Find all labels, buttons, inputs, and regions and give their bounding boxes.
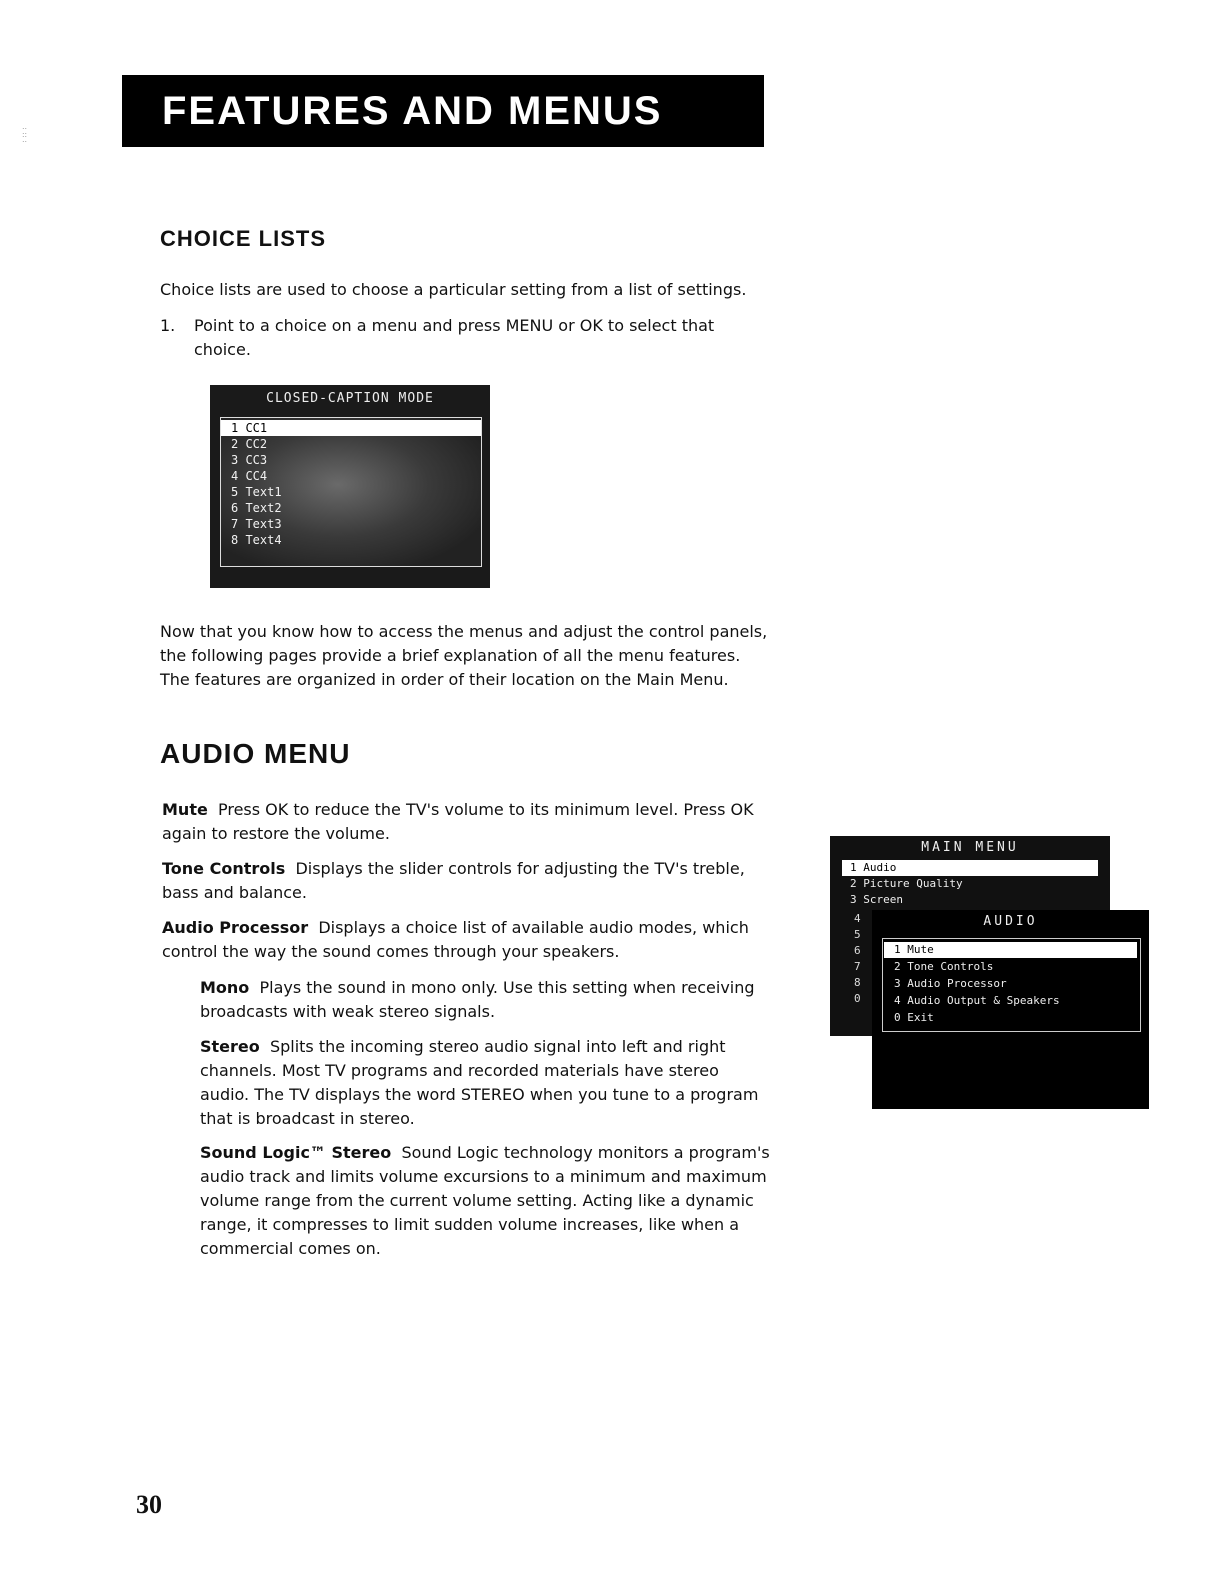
sound-logic-term: Sound Logic™ Stereo	[200, 1143, 392, 1162]
cc-item[interactable]: 7 Text3	[231, 517, 282, 531]
processor-term: Audio Processor	[162, 918, 309, 937]
sound-logic-description	[200, 1141, 770, 1261]
main-menu-number: 4	[854, 912, 861, 925]
stereo-description	[200, 1035, 760, 1131]
cc-item[interactable]: 4 CC4	[231, 469, 268, 483]
choice-lists-heading: CHOICE LISTS	[160, 226, 327, 251]
main-menu-number: 7	[854, 960, 861, 973]
page-number: 30	[136, 1490, 162, 1519]
main-menu-item[interactable]: 3 Screen	[850, 893, 903, 906]
audio-menu-heading: AUDIO MENU	[160, 738, 351, 769]
main-menu-number: 0	[854, 992, 861, 1005]
step-text: Point to a choice on a menu and press MENU or OK to select that choice.	[194, 316, 715, 359]
mute-description	[162, 798, 762, 846]
stereo-text: Splits the incoming stereo audio signal into left and right channels. Most TV programs and recorded materials have stereo audio. The TV displays the word STEREO when you tune to a program that is broadcast in stereo.	[200, 1037, 759, 1128]
cc-item[interactable]: 8 Text4	[231, 533, 282, 547]
main-menu-title: MAIN MENU	[921, 840, 1019, 855]
mute-text: Press OK to reduce the TV's volume to its minimum level. Press OK again to restore the volume.	[162, 800, 754, 843]
cc-choice-list	[220, 417, 482, 567]
audio-processor-description	[162, 916, 767, 964]
cc-item[interactable]: 1 CC1	[221, 420, 481, 436]
step-number: 1.	[160, 316, 176, 335]
tone-controls-description	[162, 857, 767, 905]
processor-text: Displays a choice list of available audio modes, which control the way the sound comes through your speakers.	[162, 918, 749, 961]
main-menu-item[interactable]: 2 Picture Quality	[850, 877, 963, 890]
mono-text: Plays the sound in mono only. Use this setting when receiving broadcasts with weak stereo signals.	[200, 978, 755, 1021]
tone-term: Tone Controls	[162, 859, 286, 878]
cc-item[interactable]: 2 CC2	[231, 437, 268, 451]
audio-item[interactable]: 2 Tone Controls	[894, 960, 994, 973]
cc-screen-title: CLOSED-CAPTION MODE	[266, 391, 434, 406]
audio-item[interactable]: 4 Audio Output & Speakers	[894, 994, 1060, 1007]
audio-item[interactable]: 1 Mute	[884, 942, 1137, 958]
closed-caption-screen	[210, 385, 490, 588]
menu-overview-paragraph: Now that you know how to access the menus and adjust the control panels, the following pages provide a brief explanation of all the menu features. The features are organized in order of their location on the Main Menu.	[160, 622, 768, 689]
choice-lists-intro: Choice lists are used to choose a particular setting from a list of settings.	[160, 280, 747, 299]
audio-item[interactable]: 3 Audio Processor	[894, 977, 1007, 990]
main-menu-number: 5	[854, 928, 861, 941]
cc-item[interactable]: 3 CC3	[231, 453, 268, 467]
audio-submenu-title: AUDIO	[983, 914, 1038, 929]
cc-item[interactable]: 6 Text2	[231, 501, 282, 515]
main-menu-number: 6	[854, 944, 861, 957]
sound-logic-text: Sound Logic technology monitors a program's audio track and limits volume excursions to a minimum and maximum volume range from the current volume setting. Acting like a dynamic range, it compresses to limit sudden volume increases, like when a commercial comes on.	[200, 1143, 770, 1258]
stereo-term: Stereo	[200, 1037, 260, 1056]
audio-submenu-screen	[872, 910, 1149, 1109]
main-menu-item[interactable]: 1 Audio	[842, 860, 1098, 876]
main-menu-number: 8	[854, 976, 861, 989]
mono-description	[200, 976, 760, 1024]
mute-term: Mute	[162, 800, 208, 819]
page-title-banner: FEATURES AND MENUS	[122, 75, 764, 147]
mono-term: Mono	[200, 978, 250, 997]
cc-item[interactable]: 5 Text1	[231, 485, 282, 499]
audio-item[interactable]: 0 Exit	[894, 1011, 934, 1024]
scan-speckle: ⁚⁚ ⁚⁚	[22, 127, 28, 144]
tone-text: Displays the slider controls for adjusting the TV's treble, bass and balance.	[162, 859, 745, 902]
